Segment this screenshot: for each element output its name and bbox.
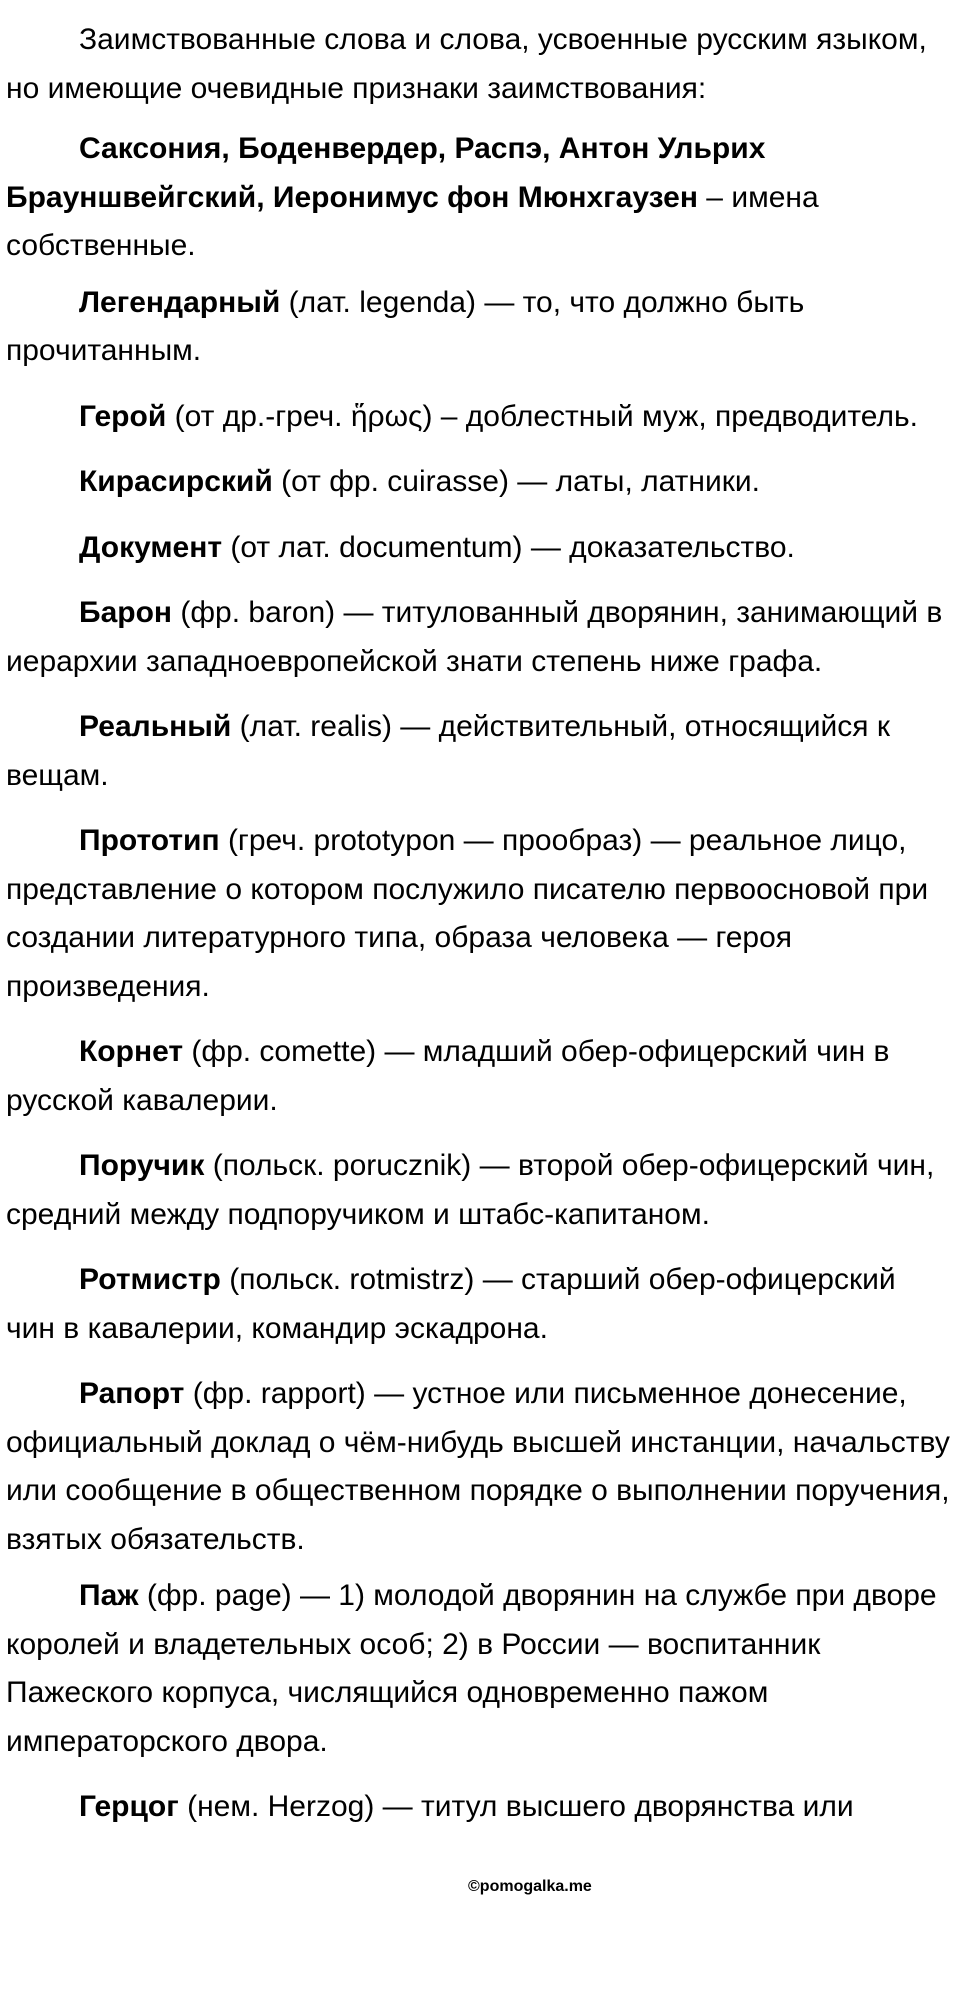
entry-prototip — [6, 817, 950, 1011]
entry-pazh — [6, 1572, 950, 1766]
entry-definition: – имена собственные. — [6, 180, 819, 262]
entry-definition: (фр. baron) — титулованный дворянин, занимающий в иерархии западноевропейской знати степень ниже графа. — [6, 596, 943, 678]
entry-term: Ротмистр — [79, 1263, 221, 1296]
entry-definition: (греч. prototypon — прообраз) — реальное лицо, представление о котором послужило писателю первоосновой при создании литературного типа, образа человека — героя произведения. — [6, 824, 929, 1003]
entry-term: Герой — [79, 399, 167, 433]
entry-term: Рапорт — [79, 1377, 185, 1410]
entry-term: Кирасирский — [79, 465, 273, 498]
entry-definition: (от др.-греч. ἥρως) – доблестный муж, предводитель. — [166, 399, 918, 433]
entry-kirasirsky — [6, 458, 950, 507]
entry-realny — [6, 703, 950, 800]
entry-dokument — [6, 524, 950, 573]
entry-term: Герцог — [79, 1790, 179, 1823]
entry-definition: (фр. comette) — младший обер-офицерский чин в русской кавалерии. — [6, 1035, 890, 1117]
entry-definition: (от фр. cuirasse) — латы, латники. — [272, 465, 760, 498]
entry-term: Паж — [79, 1579, 139, 1612]
entry-poruchik — [6, 1142, 950, 1239]
entry-term: Реальный — [79, 710, 232, 743]
entry-term: Прототип — [79, 824, 220, 857]
entry-definition: (польск. rotmistrz) — старший обер-офицерский чин в кавалерии, командир эскадрона. — [6, 1263, 896, 1345]
intro-paragraph: Заимствованные слова и слова, усвоенные русским языком, но имеющие очевидные признаки заимствования: — [6, 23, 927, 105]
entry-gertsog — [6, 1783, 950, 1832]
entry-term: Документ — [79, 530, 223, 564]
entry-rotmistr — [6, 1256, 950, 1353]
entry-baron — [6, 589, 950, 686]
entry-term: Корнет — [79, 1035, 184, 1068]
entry-definition: (лат. legenda) — то, что должно быть прочитанным. — [6, 285, 805, 367]
entry-term: Легендарный — [79, 285, 281, 319]
document-page — [6, 16, 950, 1849]
entry-definition: (польск. porucznik) — второй обер-офицерский чин, средний между подпоручиком и штабс-капитаном. — [6, 1149, 935, 1231]
entry-raport — [6, 1370, 950, 1564]
entry-kornet — [6, 1028, 950, 1125]
entry-definition: (нем. Herzog) — титул высшего дворянства или — [178, 1790, 854, 1823]
watermark: ©pomogalka.me — [468, 1878, 592, 1895]
entry-legendarny — [6, 279, 950, 376]
entry-geroy — [6, 393, 950, 442]
entry-term: Поручик — [79, 1149, 205, 1182]
entry-term: Саксония, Боденвердер, Распэ, Антон Ульрих Брауншвейгский, Иеронимус фон Мюнхгаузен — [6, 132, 766, 214]
entry-definition: (от лат. documentum) — доказательство. — [222, 530, 795, 564]
entry-definition: (фр. rapport) — устное или письменное донесение, официальный доклад о чём-нибудь высшей инстанции, начальству или сообщение в общественном порядке о выполнении поручения, взятых обязательств. — [6, 1377, 950, 1556]
entry-proper-names — [6, 125, 950, 271]
entry-definition: (фр. page) — 1) молодой дворянин на службе при дворе королей и владетельных особ; 2) в России — воспитанник Пажеского корпуса, числящийся одновременно пажом императорского двора. — [6, 1579, 937, 1758]
entry-term: Барон — [79, 596, 173, 629]
entry-definition: (лат. realis) — действительный, относящийся к вещам. — [6, 710, 890, 792]
